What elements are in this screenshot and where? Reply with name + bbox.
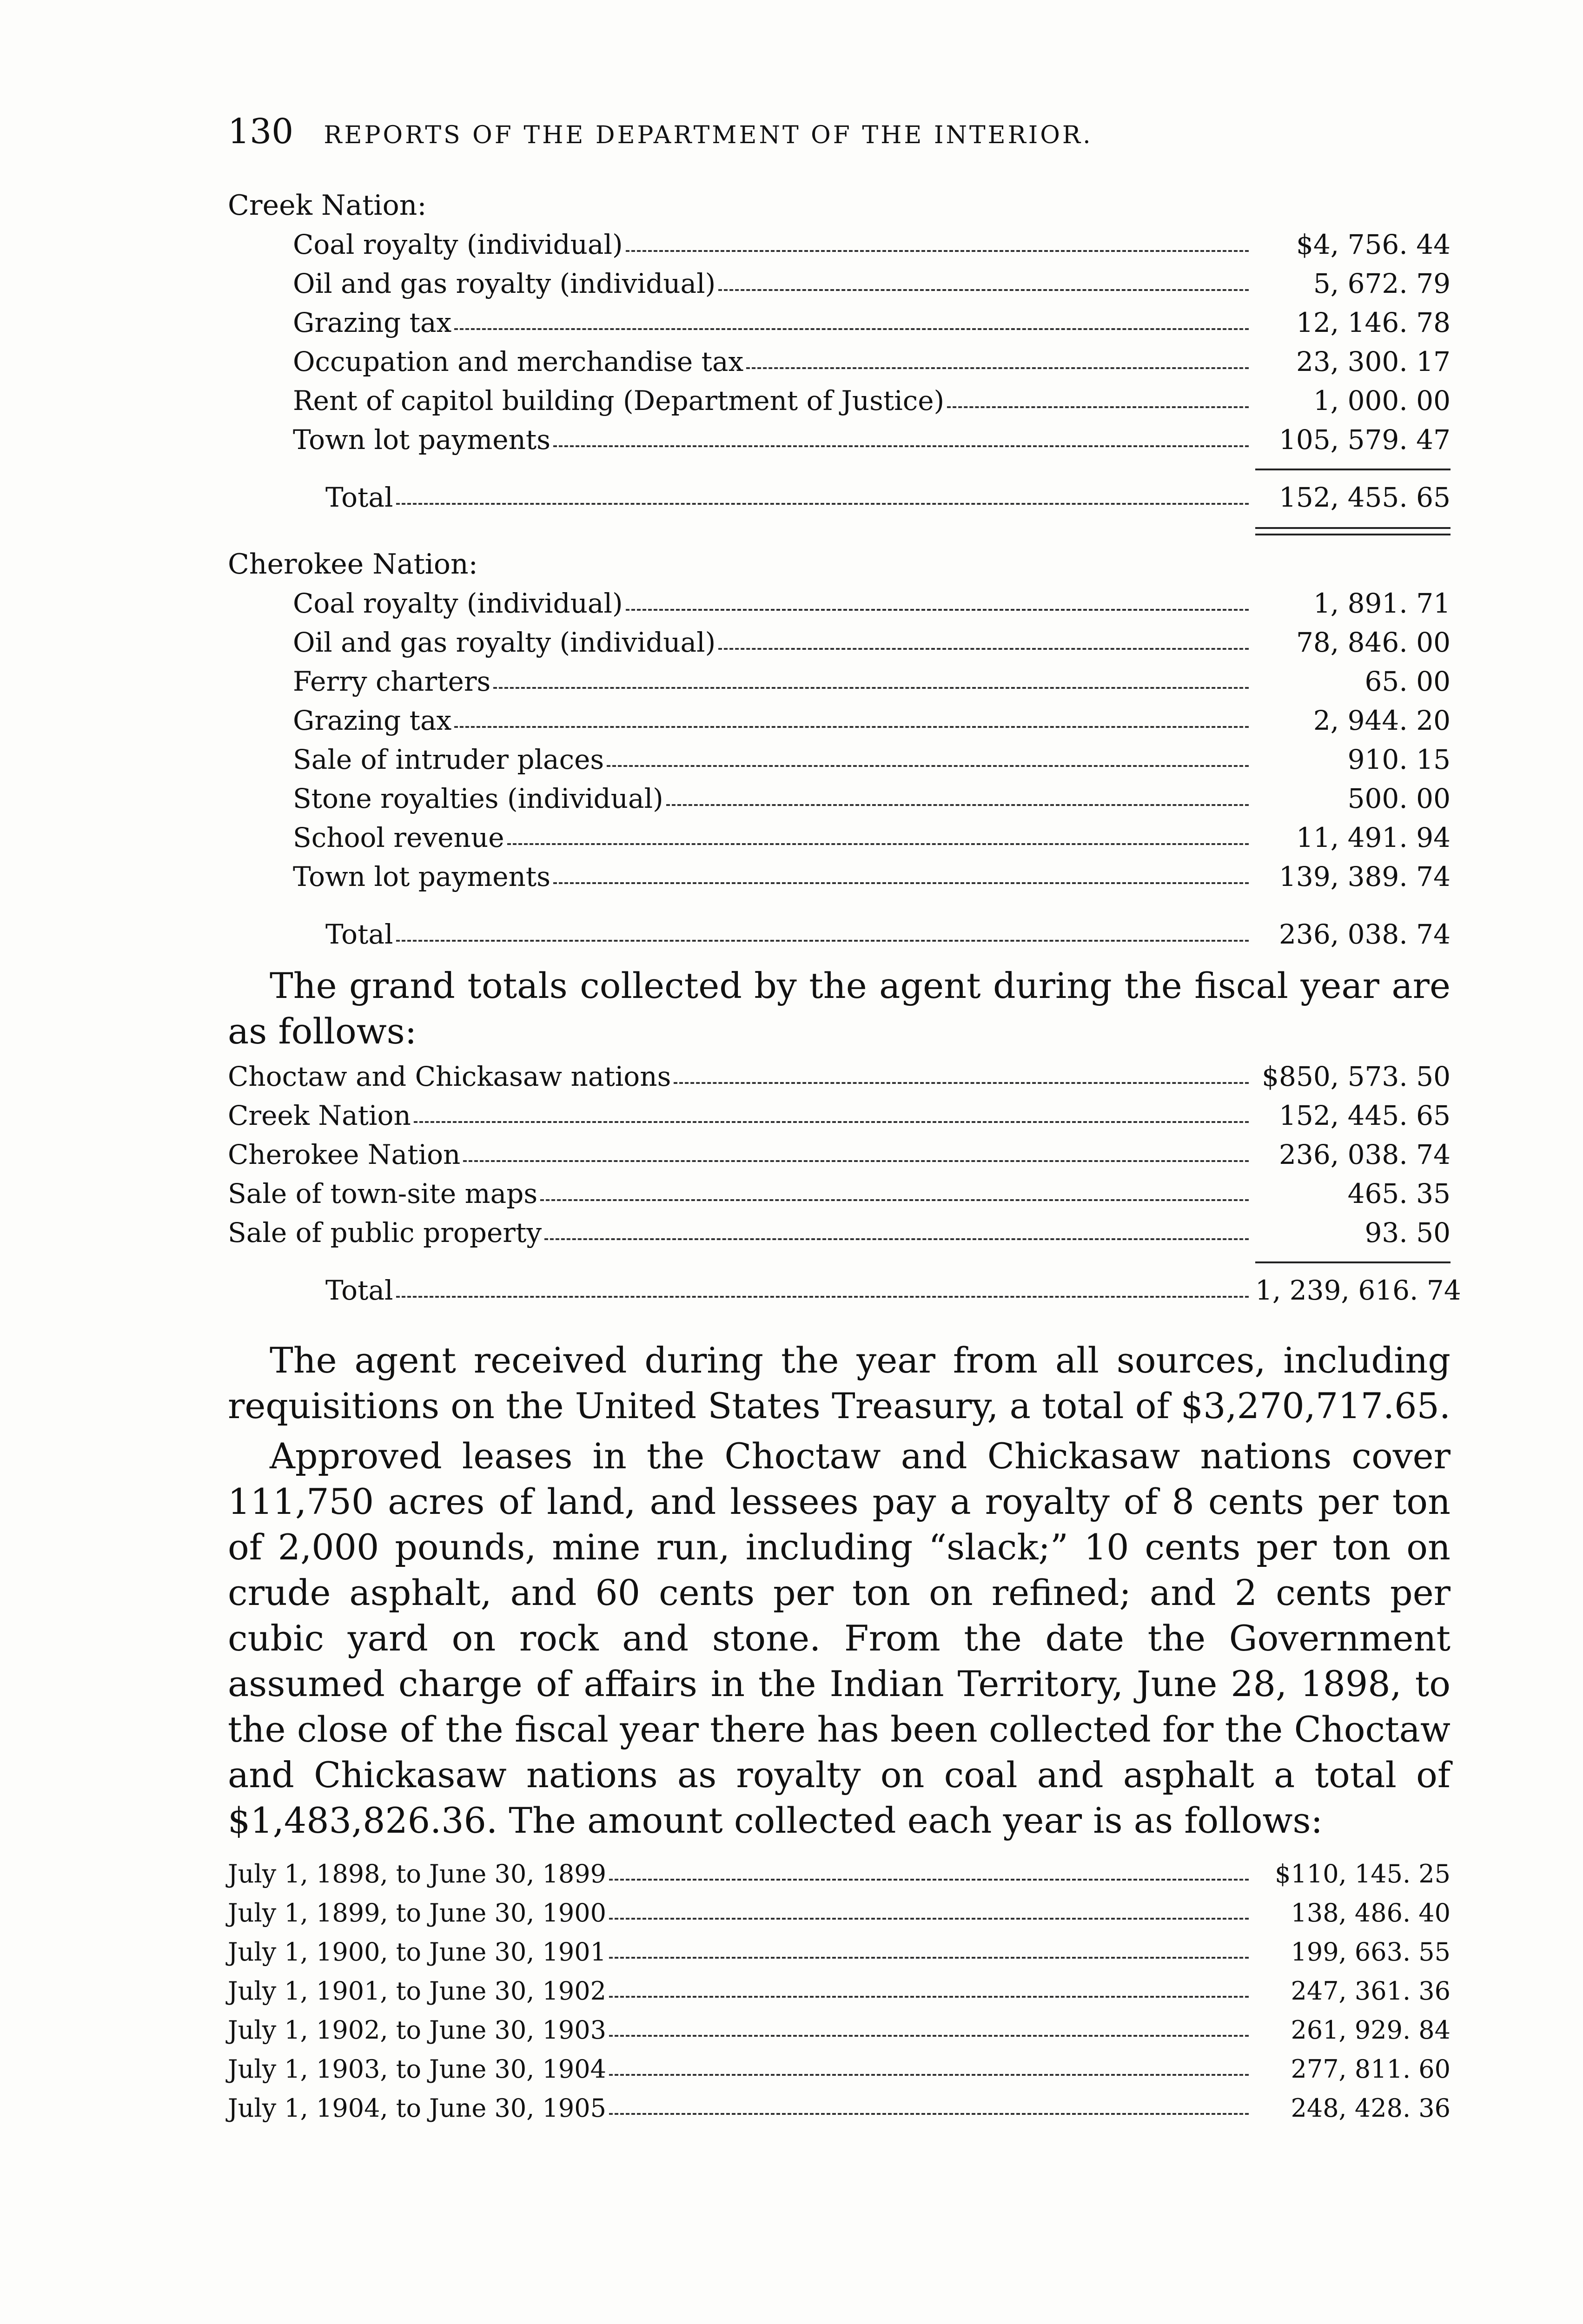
- row-label: Grazing tax: [293, 705, 452, 736]
- row-label: July 1, 1900, to June 30, 1901: [228, 1937, 606, 1967]
- total-value: 152, 455. 65: [1279, 482, 1451, 513]
- row-label: July 1, 1899, to June 30, 1900: [228, 1898, 606, 1928]
- row-value: 248, 428. 36: [1291, 2093, 1451, 2123]
- ledger-row: [228, 1174, 1451, 1213]
- row-value: 139, 389. 74: [1279, 861, 1451, 892]
- row-value: 2, 944. 20: [1313, 705, 1451, 736]
- ledger-row: [228, 2011, 1451, 2050]
- row-label: July 1, 1903, to June 30, 1904: [228, 2054, 606, 2084]
- leader-dots: [626, 601, 1249, 611]
- row-label: Stone royalties (individual): [293, 783, 663, 814]
- row-label: July 1, 1904, to June 30, 1905: [228, 2093, 606, 2123]
- ledger-row: [228, 1057, 1451, 1096]
- row-label: July 1, 1902, to June 30, 1903: [228, 2015, 606, 2045]
- row-value: 105, 579. 47: [1279, 424, 1451, 456]
- total-value: 236, 038. 74: [1279, 918, 1451, 950]
- running-title: REPORTS OF THE DEPARTMENT OF THE INTERIOR.: [324, 121, 1093, 149]
- leader-dots: [507, 835, 1249, 845]
- ledger-row: [228, 303, 1451, 342]
- ledger-row: [228, 1894, 1451, 1933]
- leader-dots: [553, 437, 1249, 447]
- ledger-row: [228, 818, 1451, 857]
- ledger-row: [228, 857, 1451, 896]
- ledger-row: [228, 1096, 1451, 1135]
- grand-totals-section: [228, 1057, 1461, 1310]
- leader-dots: [609, 1870, 1249, 1881]
- ledger-row: [228, 584, 1451, 623]
- row-label: July 1, 1898, to June 30, 1899: [228, 1859, 606, 1888]
- paragraph-receipts: The agent received during the year from all sources, including requisitions on the United States Treasury, a total of $3,270,717.65.: [228, 1340, 1451, 1426]
- double-rule: [228, 517, 1451, 545]
- row-label: Oil and gas royalty (individual): [293, 268, 716, 299]
- row-label: Sale of town-site maps: [228, 1178, 538, 1209]
- row-value: 247, 361. 36: [1291, 1976, 1451, 2006]
- row-value: $4, 756. 44: [1296, 229, 1451, 260]
- leader-dots: [414, 1113, 1249, 1123]
- leader-dots: [609, 1909, 1249, 1920]
- yearly-royalty-section: [228, 1855, 1451, 2128]
- leader-dots: [396, 1287, 1249, 1298]
- leader-dots: [544, 1230, 1249, 1240]
- row-value: 152, 445. 65: [1279, 1100, 1451, 1131]
- leader-dots: [493, 679, 1249, 689]
- total-row: [228, 1271, 1461, 1310]
- ledger-row: [228, 662, 1451, 701]
- ledger-row: [228, 779, 1451, 818]
- leader-dots: [718, 281, 1249, 291]
- row-label: Oil and gas royalty (individual): [293, 627, 716, 658]
- row-label: Choctaw and Chickasaw nations: [228, 1061, 671, 1092]
- row-value: 910. 15: [1347, 744, 1451, 775]
- leader-dots: [609, 2105, 1249, 2115]
- leader-dots: [607, 757, 1249, 767]
- row-label: Cherokee Nation: [228, 1139, 461, 1170]
- page-header: [228, 112, 1093, 152]
- cherokee-heading: Cherokee Nation:: [228, 548, 478, 581]
- leader-dots: [609, 2066, 1249, 2076]
- leader-dots: [609, 1948, 1249, 1959]
- ledger-row: [228, 420, 1451, 459]
- cherokee-nation-section: [228, 545, 1451, 954]
- row-value: 5, 672. 79: [1313, 268, 1451, 299]
- row-label: Town lot payments: [293, 861, 550, 892]
- row-label: Sale of public property: [228, 1217, 542, 1248]
- ledger-row: [228, 740, 1451, 779]
- row-value: 11, 491. 94: [1296, 822, 1451, 853]
- ledger-row: [228, 1135, 1451, 1174]
- page-number: 130: [228, 112, 294, 152]
- row-value: 277, 811. 60: [1291, 2054, 1451, 2084]
- leader-dots: [454, 320, 1249, 330]
- total-label: Total: [325, 1274, 393, 1306]
- ledger-row: [228, 701, 1451, 740]
- paragraph-leases: Approved leases in the Choctaw and Chickasaw nations cover 111,750 acres of land, and lessees pay a royalty of 8 cents per ton of 2,000 pounds, mine run, including “slack;” 10 cents per ton on crude asphalt, and 60 cents per ton on refined; and 2 cents per cubic yard on rock and stone. From the date the Government assumed charge of affairs in the Indian Territory, June 28, 1898, to the close of the fiscal year there has been collected for the Choctaw and Chickasaw nations as royalty on coal and asphalt a total of $1,483,826.36. The amount collected each year is as follows:: [228, 1435, 1451, 1841]
- row-value: 93. 50: [1364, 1217, 1451, 1248]
- row-value: 261, 929. 84: [1291, 2015, 1451, 2045]
- leader-dots: [396, 931, 1249, 942]
- leader-dots: [666, 796, 1249, 806]
- row-value: 500. 00: [1347, 783, 1451, 814]
- row-label: Coal royalty (individual): [293, 588, 623, 619]
- total-value: 1, 239, 616. 74: [1255, 1274, 1461, 1306]
- row-value: 138, 486. 40: [1291, 1898, 1451, 1928]
- total-row: [228, 915, 1451, 954]
- row-value: $850, 573. 50: [1262, 1061, 1451, 1092]
- ledger-row: [228, 225, 1451, 264]
- ledger-row: [228, 623, 1451, 662]
- leader-dots: [746, 359, 1249, 369]
- leader-dots: [396, 495, 1249, 505]
- row-label: Town lot payments: [293, 424, 550, 456]
- row-label: Rent of capitol building (Department of Justice): [293, 385, 945, 416]
- leader-dots: [609, 1987, 1249, 1998]
- row-label: Occupation and merchandise tax: [293, 346, 744, 377]
- ledger-row: [228, 1972, 1451, 2011]
- row-label: July 1, 1901, to June 30, 1902: [228, 1976, 606, 2006]
- row-label: Creek Nation: [228, 1100, 411, 1131]
- row-value: 199, 663. 55: [1291, 1937, 1451, 1967]
- ledger-row: [228, 342, 1451, 381]
- row-label: School revenue: [293, 822, 504, 853]
- leader-dots: [454, 718, 1249, 728]
- ledger-row: [228, 264, 1451, 303]
- total-row: [228, 478, 1451, 517]
- ledger-row: [228, 2089, 1451, 2128]
- ledger-row: [228, 1933, 1451, 1972]
- row-label: Grazing tax: [293, 307, 452, 338]
- leader-dots: [947, 398, 1249, 408]
- row-value: 12, 146. 78: [1296, 307, 1451, 338]
- leader-dots: [718, 640, 1249, 650]
- page-content: [228, 186, 1461, 2128]
- row-value: 465. 35: [1347, 1178, 1451, 1209]
- leader-dots: [674, 1074, 1249, 1084]
- row-value: 78, 846. 00: [1296, 627, 1451, 658]
- ledger-row: [228, 1213, 1451, 1252]
- total-label: Total: [325, 482, 393, 513]
- row-value: 65. 00: [1364, 666, 1451, 697]
- row-label: Coal royalty (individual): [293, 229, 623, 260]
- row-value: 236, 038. 74: [1279, 1139, 1451, 1170]
- row-label: Sale of intruder places: [293, 744, 604, 775]
- sum-rule: [228, 459, 1451, 478]
- leader-dots: [463, 1152, 1249, 1162]
- grand-totals-intro: The grand totals collected by the agent during the fiscal year are as follows:: [228, 965, 1451, 1052]
- creek-heading: Creek Nation:: [228, 189, 427, 222]
- leader-dots: [540, 1191, 1249, 1201]
- total-label: Total: [325, 918, 393, 950]
- row-value: 1, 891. 71: [1313, 588, 1451, 619]
- row-value: 1, 000. 00: [1313, 385, 1451, 416]
- row-value: 23, 300. 17: [1296, 346, 1451, 377]
- leader-dots: [609, 2027, 1249, 2037]
- row-label: Ferry charters: [293, 666, 491, 697]
- leader-dots: [553, 874, 1249, 884]
- ledger-row: [228, 381, 1451, 420]
- ledger-row: [228, 2050, 1451, 2089]
- sum-rule: [228, 1252, 1451, 1271]
- creek-nation-section: [228, 186, 1451, 545]
- ledger-row: [228, 1855, 1451, 1894]
- row-value: $110, 145. 25: [1275, 1859, 1451, 1888]
- leader-dots: [626, 242, 1249, 252]
